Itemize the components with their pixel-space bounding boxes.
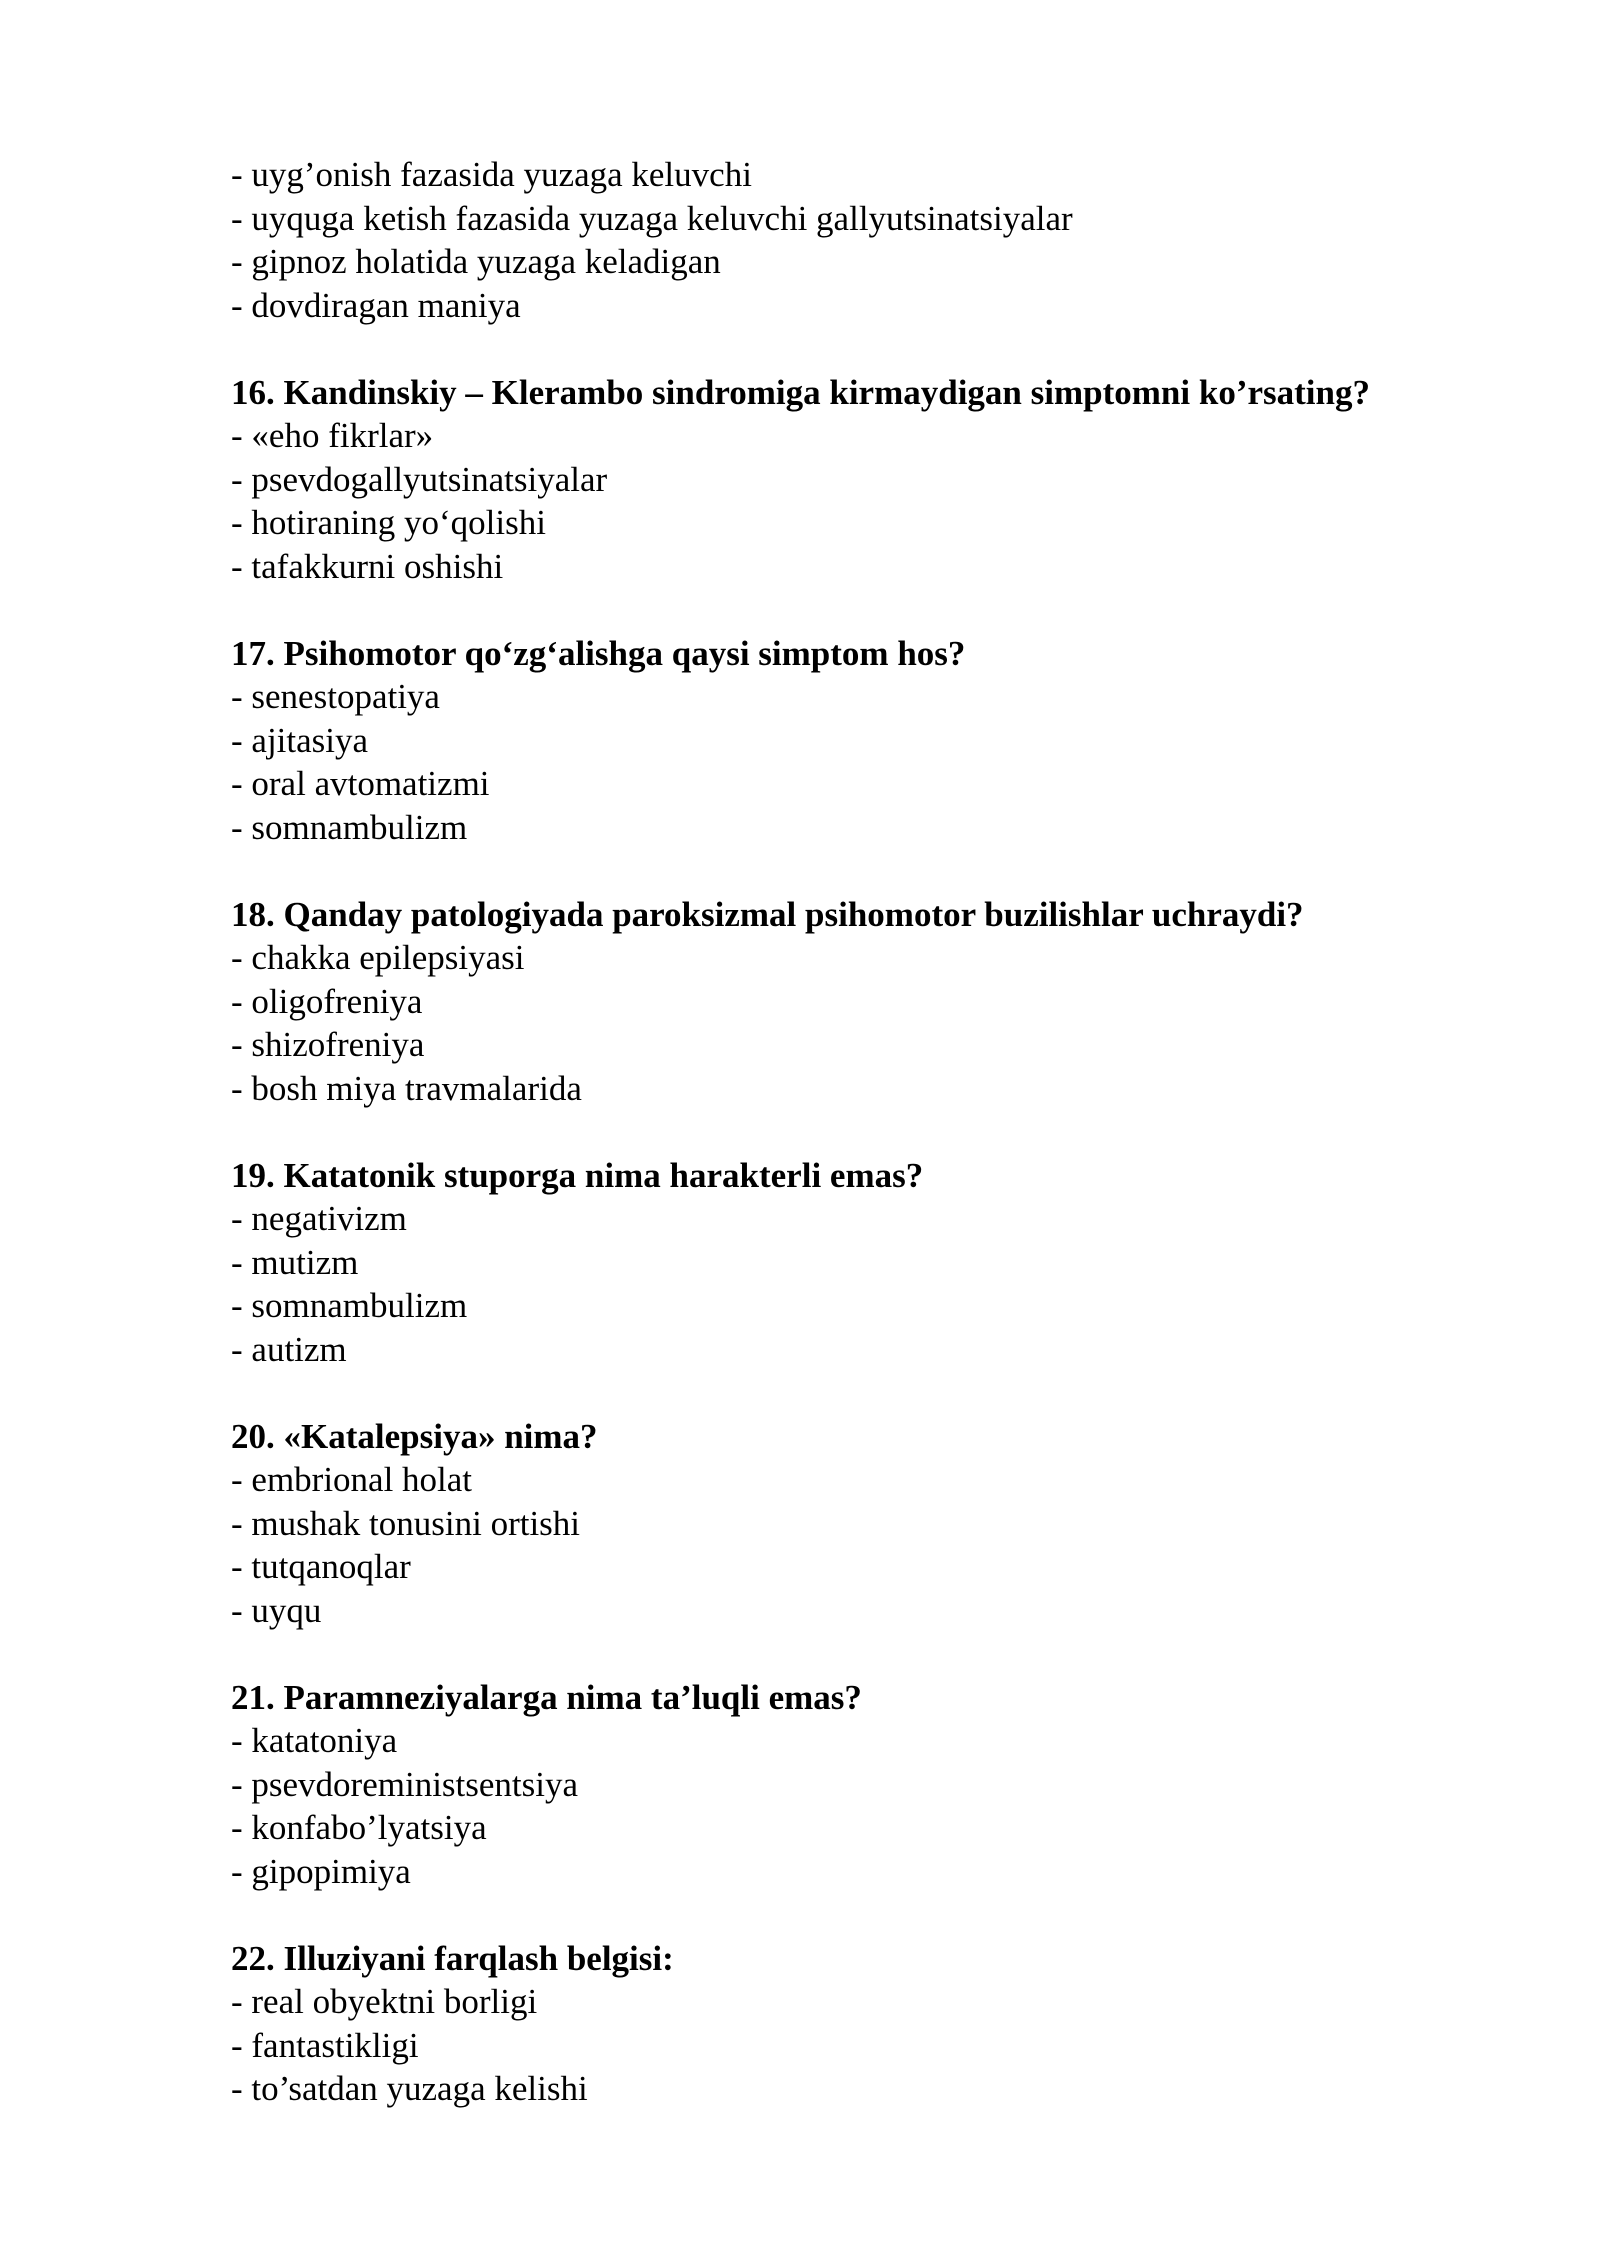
option-text: - negativizm: [231, 1199, 407, 1238]
option-text: - bosh miya travmalarida: [231, 1068, 582, 1108]
question-title: 17. Psihomotor qo‘zg‘alishga qaysi simptom hos?: [231, 633, 966, 673]
option-text: - fantastikligi: [231, 2025, 419, 2065]
option-text: - uyqu: [231, 1590, 322, 1630]
question-title: 22. Illuziyani farqlash belgisi:: [231, 1938, 674, 1978]
question-17: [231, 632, 1531, 850]
document-page: [231, 153, 1531, 2154]
question-22: [231, 1937, 1531, 2111]
question-21: [231, 1676, 1531, 1894]
option-text: - gipopimiya: [231, 1851, 411, 1891]
option-text: - real obyektni borligi: [231, 1982, 538, 2021]
option-text: - somnambulizm: [231, 807, 468, 847]
option-text: - oligofreniya: [231, 981, 423, 1021]
option-text: - uyquga ketish fazasida yuzaga keluvchi gallyutsinatsiyalar: [231, 198, 1073, 238]
option-text: - mutizm: [231, 1242, 359, 1282]
option-text: - tutqanoqlar: [231, 1547, 411, 1586]
question-16: [231, 371, 1531, 589]
option-text: - katatoniya: [231, 1721, 398, 1760]
option-text: - senestopatiya: [231, 677, 440, 716]
option-text: - somnambulizm: [231, 1286, 468, 1325]
question-20: [231, 1415, 1531, 1633]
option-text: - shizofreniya: [231, 1025, 425, 1064]
question-19: [231, 1154, 1531, 1372]
option-text: - autizm: [231, 1329, 347, 1369]
question-title: 19. Katatonik stuporga nima harakterli emas?: [231, 1155, 924, 1195]
question-18: [231, 893, 1531, 1111]
intro-option-list: [231, 153, 1531, 327]
option-text: - ajitasiya: [231, 720, 369, 760]
option-text: - mushak tonusini ortishi: [231, 1503, 581, 1543]
question-title: 20. «Katalepsiya» nima?: [231, 1416, 598, 1456]
question-title: 18. Qanday patologiyada paroksizmal psihomotor buzilishlar uchraydi?: [231, 894, 1304, 934]
option-text: - tafakkurni oshishi: [231, 546, 504, 586]
question-title: 21. Paramneziyalarga nima ta’luqli emas?: [231, 1677, 862, 1717]
option-text: - «eho fikrlar»: [231, 416, 434, 455]
option-text: - gipnoz holatida yuzaga keladigan: [231, 242, 721, 281]
option-text: - oral avtomatizmi: [231, 764, 490, 803]
option-text: - to’satdan yuzaga kelishi: [231, 2069, 588, 2108]
question-title: 16. Kandinskiy – Klerambo sindromiga kirmaydigan simptomni ko’rsating?: [231, 372, 1370, 412]
option-text: - dovdiragan maniya: [231, 285, 521, 325]
option-text: - embrional holat: [231, 1460, 473, 1499]
option-text: - chakka epilepsiyasi: [231, 938, 525, 977]
option-text: - psevdoreministsentsiya: [231, 1764, 579, 1804]
option-text: - uyg’onish fazasida yuzaga keluvchi: [231, 155, 752, 194]
option-text: - konfabo’lyatsiya: [231, 1808, 487, 1847]
option-text: - psevdogallyutsinatsiyalar: [231, 459, 608, 499]
option-text: - hotiraning yo‘qolishi: [231, 503, 546, 542]
